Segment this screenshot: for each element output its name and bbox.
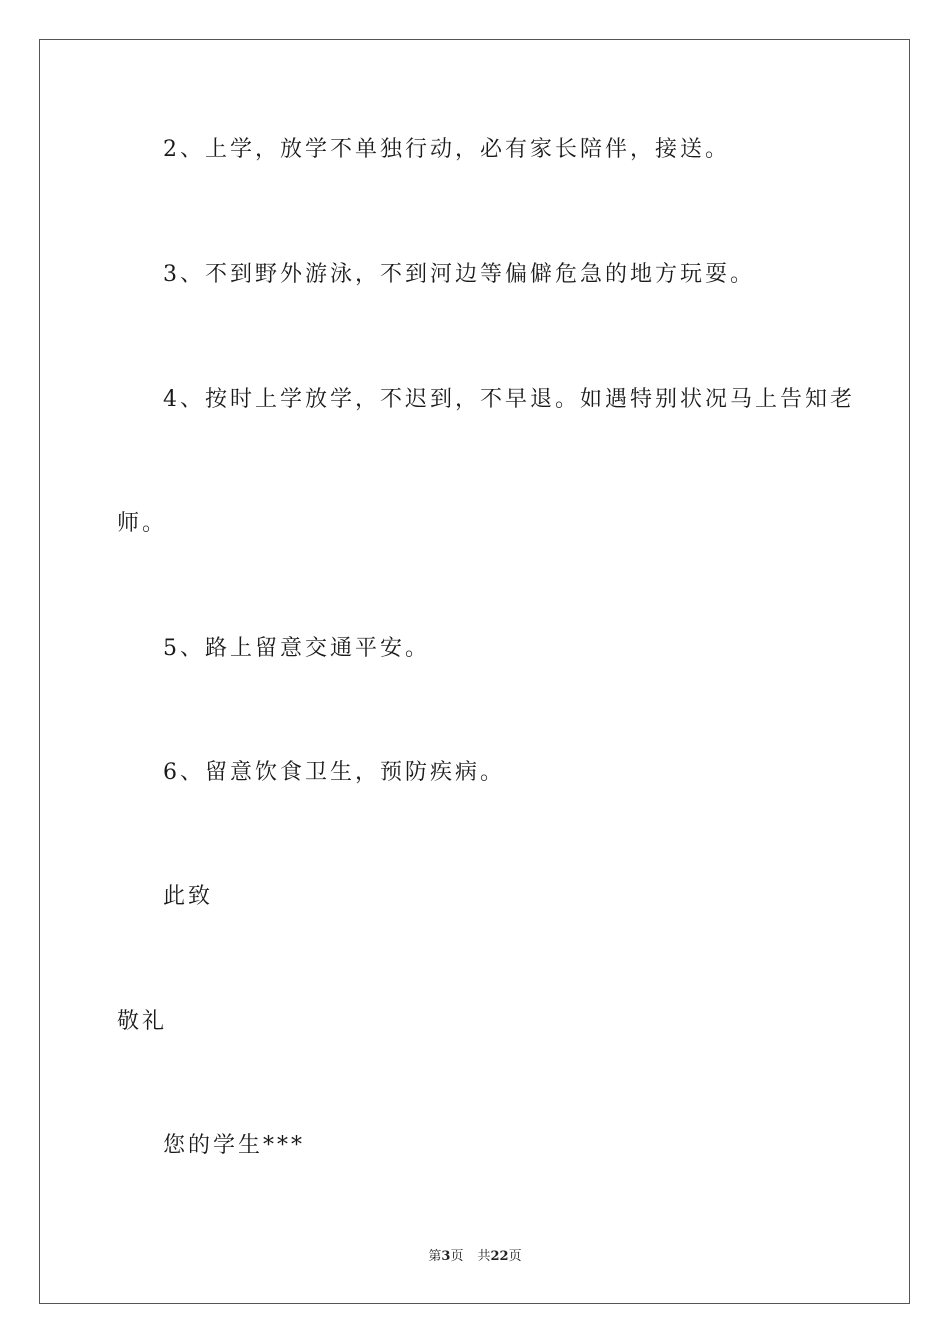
page-frame (39, 39, 910, 1304)
signature: 您的学生*** (163, 1133, 306, 1158)
paragraph-item-6: 6、留意饮食卫生，预防疾病。 (163, 760, 505, 785)
closing-salutation: 此致 (163, 884, 214, 909)
paragraph-item-3: 3、不到野外游泳，不到河边等偏僻危急的地方玩耍。 (163, 262, 755, 287)
total-prefix: 共 (477, 1249, 491, 1264)
total-suffix: 页 (508, 1249, 522, 1264)
page-suffix: 页 (450, 1249, 464, 1264)
paragraph-item-5: 5、路上留意交通平安。 (163, 636, 430, 661)
page-number: 3 (441, 1249, 451, 1264)
total-pages: 22 (490, 1249, 509, 1264)
page-prefix: 第 (428, 1249, 442, 1264)
paragraph-item-4: 4、按时上学放学，不迟到，不早退。如遇特别状况马上告知老 (163, 387, 855, 412)
page-footer (0, 1249, 950, 1265)
paragraph-item-2: 2、上学，放学不单独行动，必有家长陪伴，接送。 (163, 137, 730, 162)
paragraph-item-4-continuation: 师。 (117, 511, 168, 536)
closing-regards: 敬礼 (117, 1009, 168, 1034)
